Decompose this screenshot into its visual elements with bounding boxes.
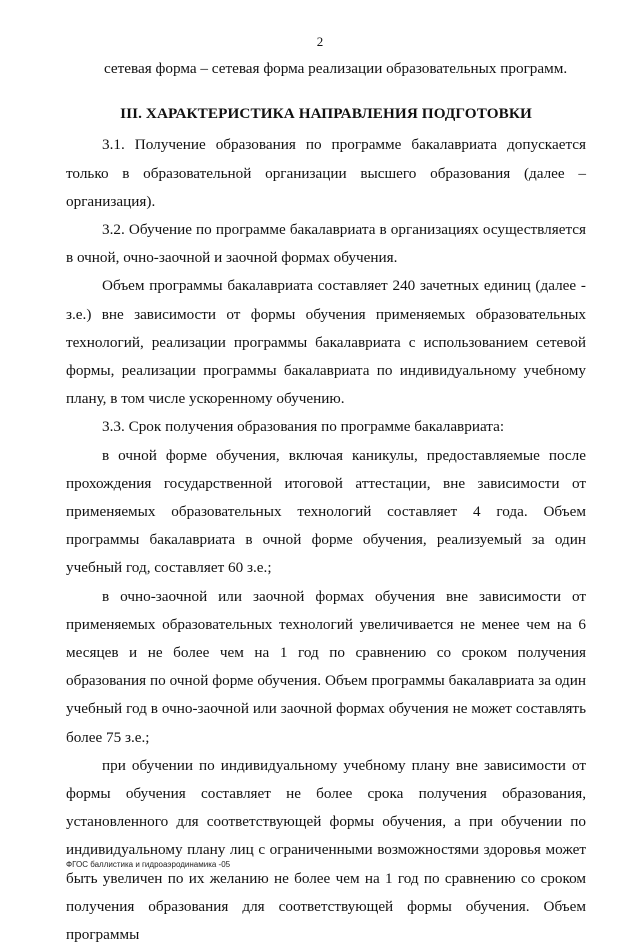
paragraph-program-volume: Объем программы бакалавриата составляет 240 зачетных единиц (далее - з.е.) вне зависимости от формы обучения применяемых образовательных технологий, реализации программы бакалавриата с использованием сетевой формы, реализации программы бакалавриата по индивидуальному учебному плану, в том числе ускоренному обучению. [66,277,586,408]
paragraph-3-3: 3.3. Срок получения образования по программе бакалавриата: [102,418,505,436]
paragraph-3-2: 3.2. Обучение по программе бакалавриата в организациях осуществляется в очной, очно-заочной и заочной формах обучения. [66,221,586,267]
paragraph-network-form: сетевая форма – сетевая форма реализации образовательных программ. [104,60,568,77]
document-body [66,55,586,949]
paragraph-individual-plan: при обучении по индивидуальному учебному плану вне зависимости от формы обучения составляет не более срока получения образования, установленного для соответствующей формы обучения, а при обучении по индивидуальному плану лиц с ограниченными возможностями здоровья может быть увеличен по их желанию не более чем на 1 год по сравнению со сроком получения образования для соответствующей формы обучения. Объем программы [66,756,586,944]
section-heading: III. ХАРАКТЕРИСТИКА НАПРАВЛЕНИЯ ПОДГОТОВКИ [120,105,532,123]
page-footer: ФГОС баллистика и гидроаэродинамика -05 [66,860,231,869]
paragraph-part-time: в очно-заочной или заочной формах обучения вне зависимости от применяемых образовательных технологий увеличивается не менее чем на 6 месяцев и не более чем на 1 год по сравнению со сроком получения образования по очной форме обучения. Объем программы бакалавриата за один учебный год в очно-заочной или заочной формах обучения не может составлять более 75 з.е.; [66,587,586,746]
paragraph-3-1: 3.1. Получение образования по программе бакалавриата допускается только в образовательной организации высшего образования (далее – организация). [66,136,586,210]
paragraph-full-time: в очной форме обучения, включая каникулы, предоставляемые после прохождения государственной итоговой аттестации, вне зависимости от применяемых образовательных технологий составляет 4 года. Объем программы бакалавриата в очной форме обучения, реализуемый за один учебный год, составляет 60 з.е.; [66,446,586,577]
page-number: 2 [316,34,324,49]
